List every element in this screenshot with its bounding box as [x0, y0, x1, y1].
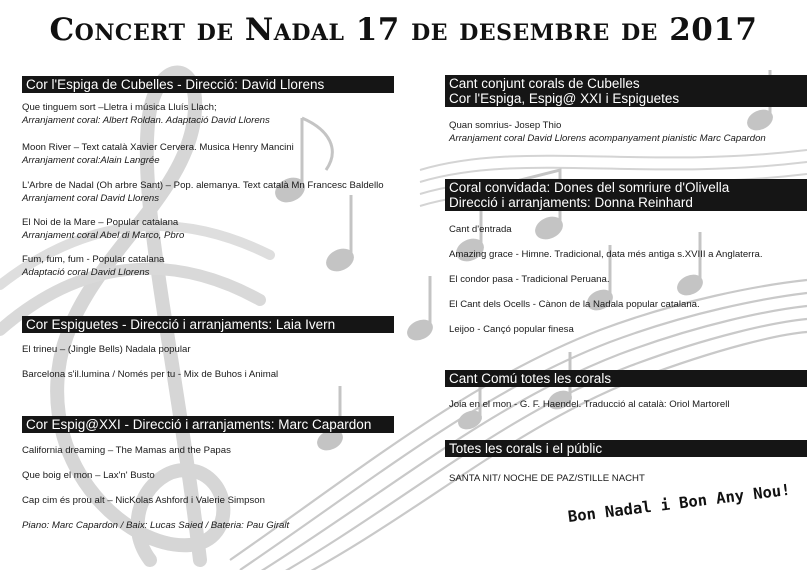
section-header-espiga: Cor l'Espiga de Cubelles - Direcció: David Llorens	[22, 76, 394, 93]
section-header-cant-conjunt: Cant conjunt corals de Cubelles Cor l'Espiga, Espig@ XXI i Espiguetes	[445, 75, 807, 107]
program-item: California dreaming – The Mamas and the Papas	[22, 445, 231, 456]
program-item: Que boig el mon – Lax'n' Busto	[22, 470, 155, 481]
program-item: Joia en el mon - G. F. Haendel. Traducció al català: Oriol Martorell	[449, 399, 730, 410]
program-item: Cant d'entrada	[449, 224, 512, 235]
program-item: Quan somrius- Josep Thio Arranjament coral David Llorens acompanyament pianistic Marc Capardon	[449, 120, 766, 144]
program-item: Cap cim és prou alt – NicKolas Ashford i Valerie Simpson	[22, 495, 265, 506]
musicians-credits: Piano: Marc Capardon / Baix: Lucas Saied / Bateria: Pau Giralt	[22, 520, 290, 531]
program-item: Que tinguem sort –Lletra i música Lluís Llach; Arranjament coral: Albert Roldan. Adaptació David Llorens	[22, 102, 270, 126]
page-title: Concert de Nadal 17 de desembre de 2017	[49, 12, 758, 48]
section-header-coral-convidada: Coral convidada: Dones del somriure d'Olivella Direcció i arranjaments: Donna Reinhard	[445, 179, 807, 211]
section-header-cant-comu: Cant Comú totes les corals	[445, 370, 807, 387]
program-item: El condor pasa - Tradicional Peruana.	[449, 274, 610, 285]
section-header-espig-xxi: Cor Espig@XXI - Direcció i arranjaments: Marc Capardon	[22, 416, 394, 433]
program-item: Leijoo - Cançó popular finesa	[449, 324, 574, 335]
section-header-espiguetes: Cor Espiguetes - Direcció i arranjaments: Laia Ivern	[22, 316, 394, 333]
program-item: El Noi de la Mare – Popular catalana Arranjament coral Abel di Marco, Pbro	[22, 217, 185, 241]
program-item: Amazing grace - Himne. Tradicional, data més antiga s.XVIII a Anglaterra.	[449, 249, 763, 260]
program-item: Barcelona s'il.lumina / Només per tu - Mix de Buhos i Animal	[22, 369, 279, 380]
program-item: SANTA NIT/ NOCHE DE PAZ/STILLE NACHT	[449, 473, 645, 484]
program-item: Fum, fum, fum - Popular catalana Adaptació coral David Llorens	[22, 254, 165, 278]
program-item: Moon River – Text català Xavier Cervera. Musica Henry Mancini Arranjament coral:Alain Langrée	[22, 142, 294, 166]
section-header-totes-corals: Totes les corals i el públic	[445, 440, 807, 457]
program-item: El trineu – (Jingle Bells) Nadala popular	[22, 344, 191, 355]
program-item: El Cant dels Ocells - Cànon de la Nadala popular catalana.	[449, 299, 700, 310]
program-item: L'Arbre de Nadal (Oh arbre Sant) – Pop. alemanya. Text català Mn Francesc Baldello Arranjament coral David Llorens	[22, 180, 384, 204]
greeting-text: Bon Nadal i Bon Any Nou!	[566, 480, 792, 526]
